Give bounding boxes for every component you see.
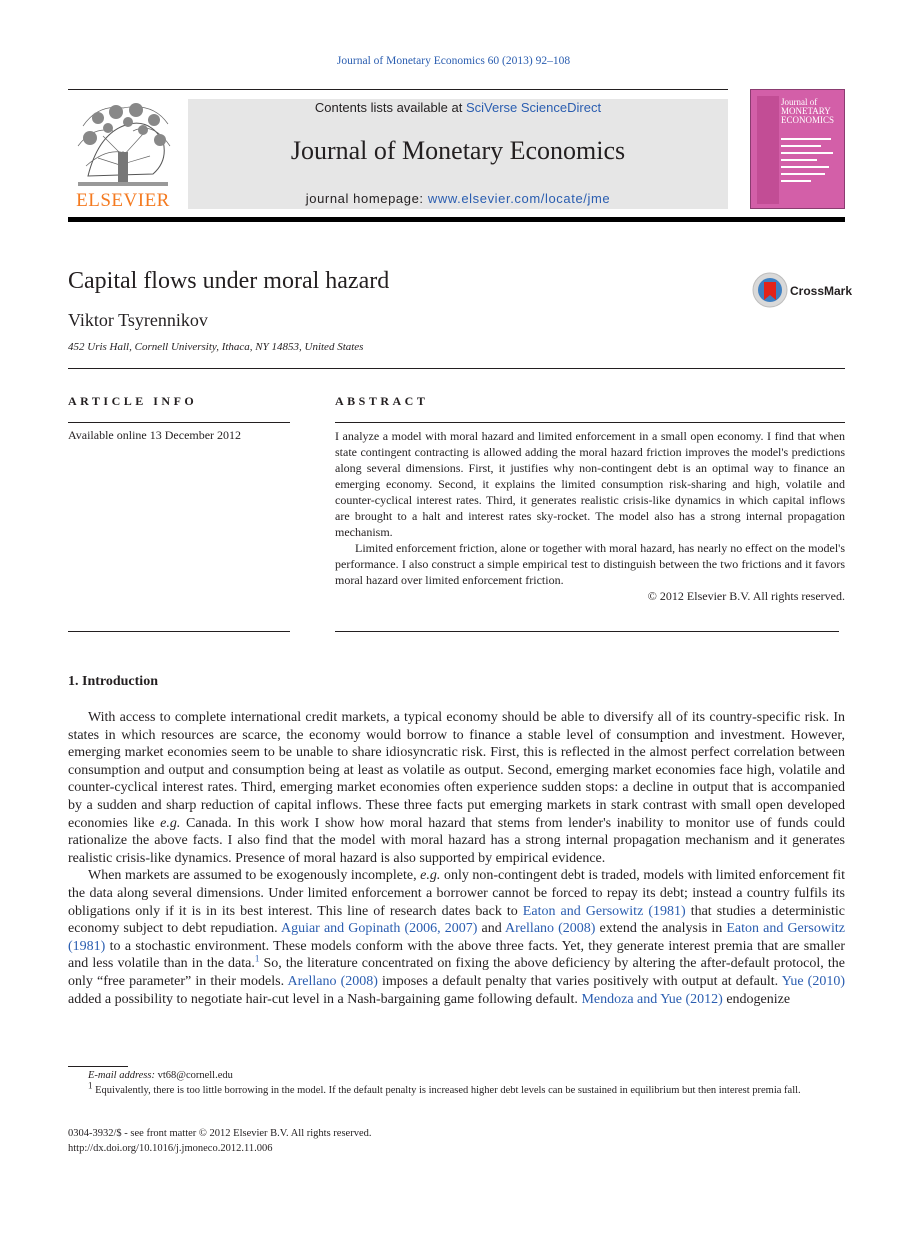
citation-link-aguiar-gopinath[interactable]: Aguiar and Gopinath (2006, 2007)	[280, 921, 478, 937]
citation-link-yue[interactable]: Yue (2010)	[781, 973, 845, 989]
intro-p2-text-i: added a possibility to negotiate hair-cut level in a Nash-bargaining game following default.	[68, 991, 582, 1007]
title-rule	[68, 368, 845, 369]
email-footnote	[68, 1068, 845, 1083]
homepage-prefix: journal homepage:	[305, 191, 428, 206]
article-title: Capital flows under moral hazard	[68, 268, 390, 294]
intro-p2-text-e: extend the analysis in	[595, 921, 727, 937]
intro-p2-text-j: endogenize	[722, 991, 791, 1007]
abstract-copyright: © 2012 Elsevier B.V. All rights reserved.	[647, 589, 845, 603]
publisher-name: ELSEVIER	[76, 190, 170, 211]
crossmark-icon	[752, 272, 788, 308]
crossmark-label: CrossMark	[790, 284, 853, 298]
intro-p2-text-d: and	[477, 921, 506, 937]
elsevier-logo	[68, 96, 178, 212]
citation-link-arellano-2[interactable]: Arellano (2008)	[287, 973, 378, 989]
intro-p2-eg: e.g.	[420, 868, 441, 884]
cover-spine	[757, 96, 779, 204]
abstract-body	[335, 428, 845, 604]
footnote-1	[68, 1080, 845, 1098]
citation-link-eaton-gersowitz-2[interactable]: Eaton and Gersowitz (1981)	[68, 921, 845, 954]
introduction-body	[68, 709, 845, 1008]
citation-link-mendoza-yue[interactable]: Mendoza and Yue (2012)	[581, 991, 723, 1007]
intro-p2-text-f: to a stochastic environment. These models conform with the above three facts. Yet, they generate interest premia that are smaller and less volatile than in the data.	[68, 938, 845, 972]
footnote-ref-1[interactable]: 1	[254, 953, 260, 964]
author-affiliation: 452 Uris Hall, Cornell University, Ithaca, NY 14853, United States	[68, 341, 364, 353]
intro-p1-text-b: Canada. In this work I show how moral hazard that stems from lender's inability to monitor use of funds could rationalize the above facts. I also find that the model with moral hazard has a strong internal propagation mechanism and it generates realistic crisis-like dynamics. Presence of moral hazard is also supported by empirical evidence.	[68, 815, 845, 866]
author-name: Viktor Tsyrennikov	[68, 310, 208, 330]
abstract-heading: ABSTRACT	[335, 394, 429, 408]
cover-title: Journal of MONETARY ECONOMICS	[781, 97, 835, 125]
contents-prefix: Contents lists available at	[314, 100, 466, 115]
intro-p2-text-a: When markets are assumed to be exogenously incomplete,	[88, 868, 421, 884]
intro-p2-text-c: that studies a deterministic economy subject to debt repudiation.	[68, 903, 846, 937]
citation-link-arellano[interactable]: Arellano (2008)	[505, 921, 596, 937]
abstract-rule	[335, 422, 845, 423]
crossmark-badge[interactable]	[752, 272, 852, 310]
footnote-1-mark: 1	[88, 1080, 93, 1091]
doi-link[interactable]: http://dx.doi.org/10.1016/j.jmoneco.2012.11.006	[68, 1143, 273, 1154]
citation-link-eaton-gersowitz[interactable]: Eaton and Gersowitz (1981)	[522, 903, 686, 919]
intro-paragraph-2	[68, 867, 845, 1008]
intro-p2-text-g: So, the literature concentrated on fixing the above deficiency by altering the after-default protocol, the only “free parameter” in their models.	[68, 956, 845, 989]
intro-p2-text-h: imposes a default penalty that varies positively with output at default.	[377, 973, 782, 989]
intro-p1-text-a: With access to complete international credit markets, a typical economy should be able to diversify all of its country-specific risk. In states in which resources are scarce, the economy would borrow to finance a stable level of consumption and investment. However, emerging market economies seem to be unable to share idiosyncratic risk. First, this is reflected in the almost perfect correlation between consumption and output and consumption being at least as volatile as output. Second, emerging market economies face high, volatile and counter-cyclical interest rates. Third, emerging market economies often experience sudden stops: a decline in output that is accompanied by a sudden and sharp reduction of capital inflows. These three facts put emerging markets in stark contrast with small open developed economies like	[68, 710, 845, 831]
abstract-bottom-rule	[335, 631, 839, 632]
footnote-rule	[68, 1066, 128, 1067]
contents-line	[188, 100, 728, 115]
footnote-1-text: Equivalently, there is too little borrowing in the model. If the default penalty is increased higher debt levels can be sustained in equilibrium but then interest premia fall.	[92, 1085, 801, 1096]
intro-paragraph-1	[68, 709, 845, 867]
homepage-line	[188, 191, 728, 206]
article-info-bottom-rule	[68, 631, 290, 632]
email-label: E-mail address:	[88, 1070, 155, 1081]
homepage-link[interactable]: www.elsevier.com/locate/jme	[427, 191, 611, 206]
journal-title: Journal of Monetary Economics	[290, 136, 626, 165]
available-online: Available online 13 December 2012	[68, 428, 242, 442]
article-info-heading: ARTICLE INFO	[68, 394, 198, 408]
email-address[interactable]: vt68@cornell.edu	[154, 1070, 233, 1081]
journal-citation[interactable]: Journal of Monetary Economics 60 (2013) 92–108	[336, 55, 571, 67]
sciencedirect-link[interactable]: SciVerse ScienceDirect	[465, 100, 602, 115]
journal-cover-thumbnail[interactable]	[750, 89, 845, 209]
issn-line: 0304-3932/$ - see front matter © 2012 Elsevier B.V. All rights reserved.	[68, 1128, 372, 1139]
article-info-rule	[68, 422, 290, 423]
intro-p1-eg: e.g.	[160, 815, 181, 831]
section-heading-introduction: 1. Introduction	[68, 674, 158, 689]
masthead-rule	[68, 217, 845, 222]
abstract-paragraph-1: I analyze a model with moral hazard and limited enforcement in a small open economy. I find that when state contingent contracting is allowed adding the moral hazard friction improves the model's predictions along several dimensions. First, it justifies why non-contingent debt is an optimal way to finance an emerging economy. Second, it explains the limited consumption risk-sharing and high, volatile and counter-cyclical interest rates. Third, it generates realistic crisis-like dynamics in which capital inflows are brought to a halt and interest rates sky-rocket. The model also has a strong internal propagation mechanism.	[335, 429, 845, 539]
header-rule	[68, 89, 728, 90]
intro-p2-text-b: only non-contingent debt is traded, models with limited enforcement fit the data along several dimensions. Under limited enforcement a borrower cannot be forced to repay its debt; instead a country fulfils its obligations only if it is in its best interest. This line of research dates back to	[68, 868, 845, 919]
abstract-paragraph-2: Limited enforcement friction, alone or together with moral hazard, has nearly no effect on the model's performance. I also construct a simple empirical test to distinguish between the two frictions and it favors moral hazard over limited enforcement friction.	[335, 541, 845, 587]
cover-contents	[781, 138, 837, 198]
